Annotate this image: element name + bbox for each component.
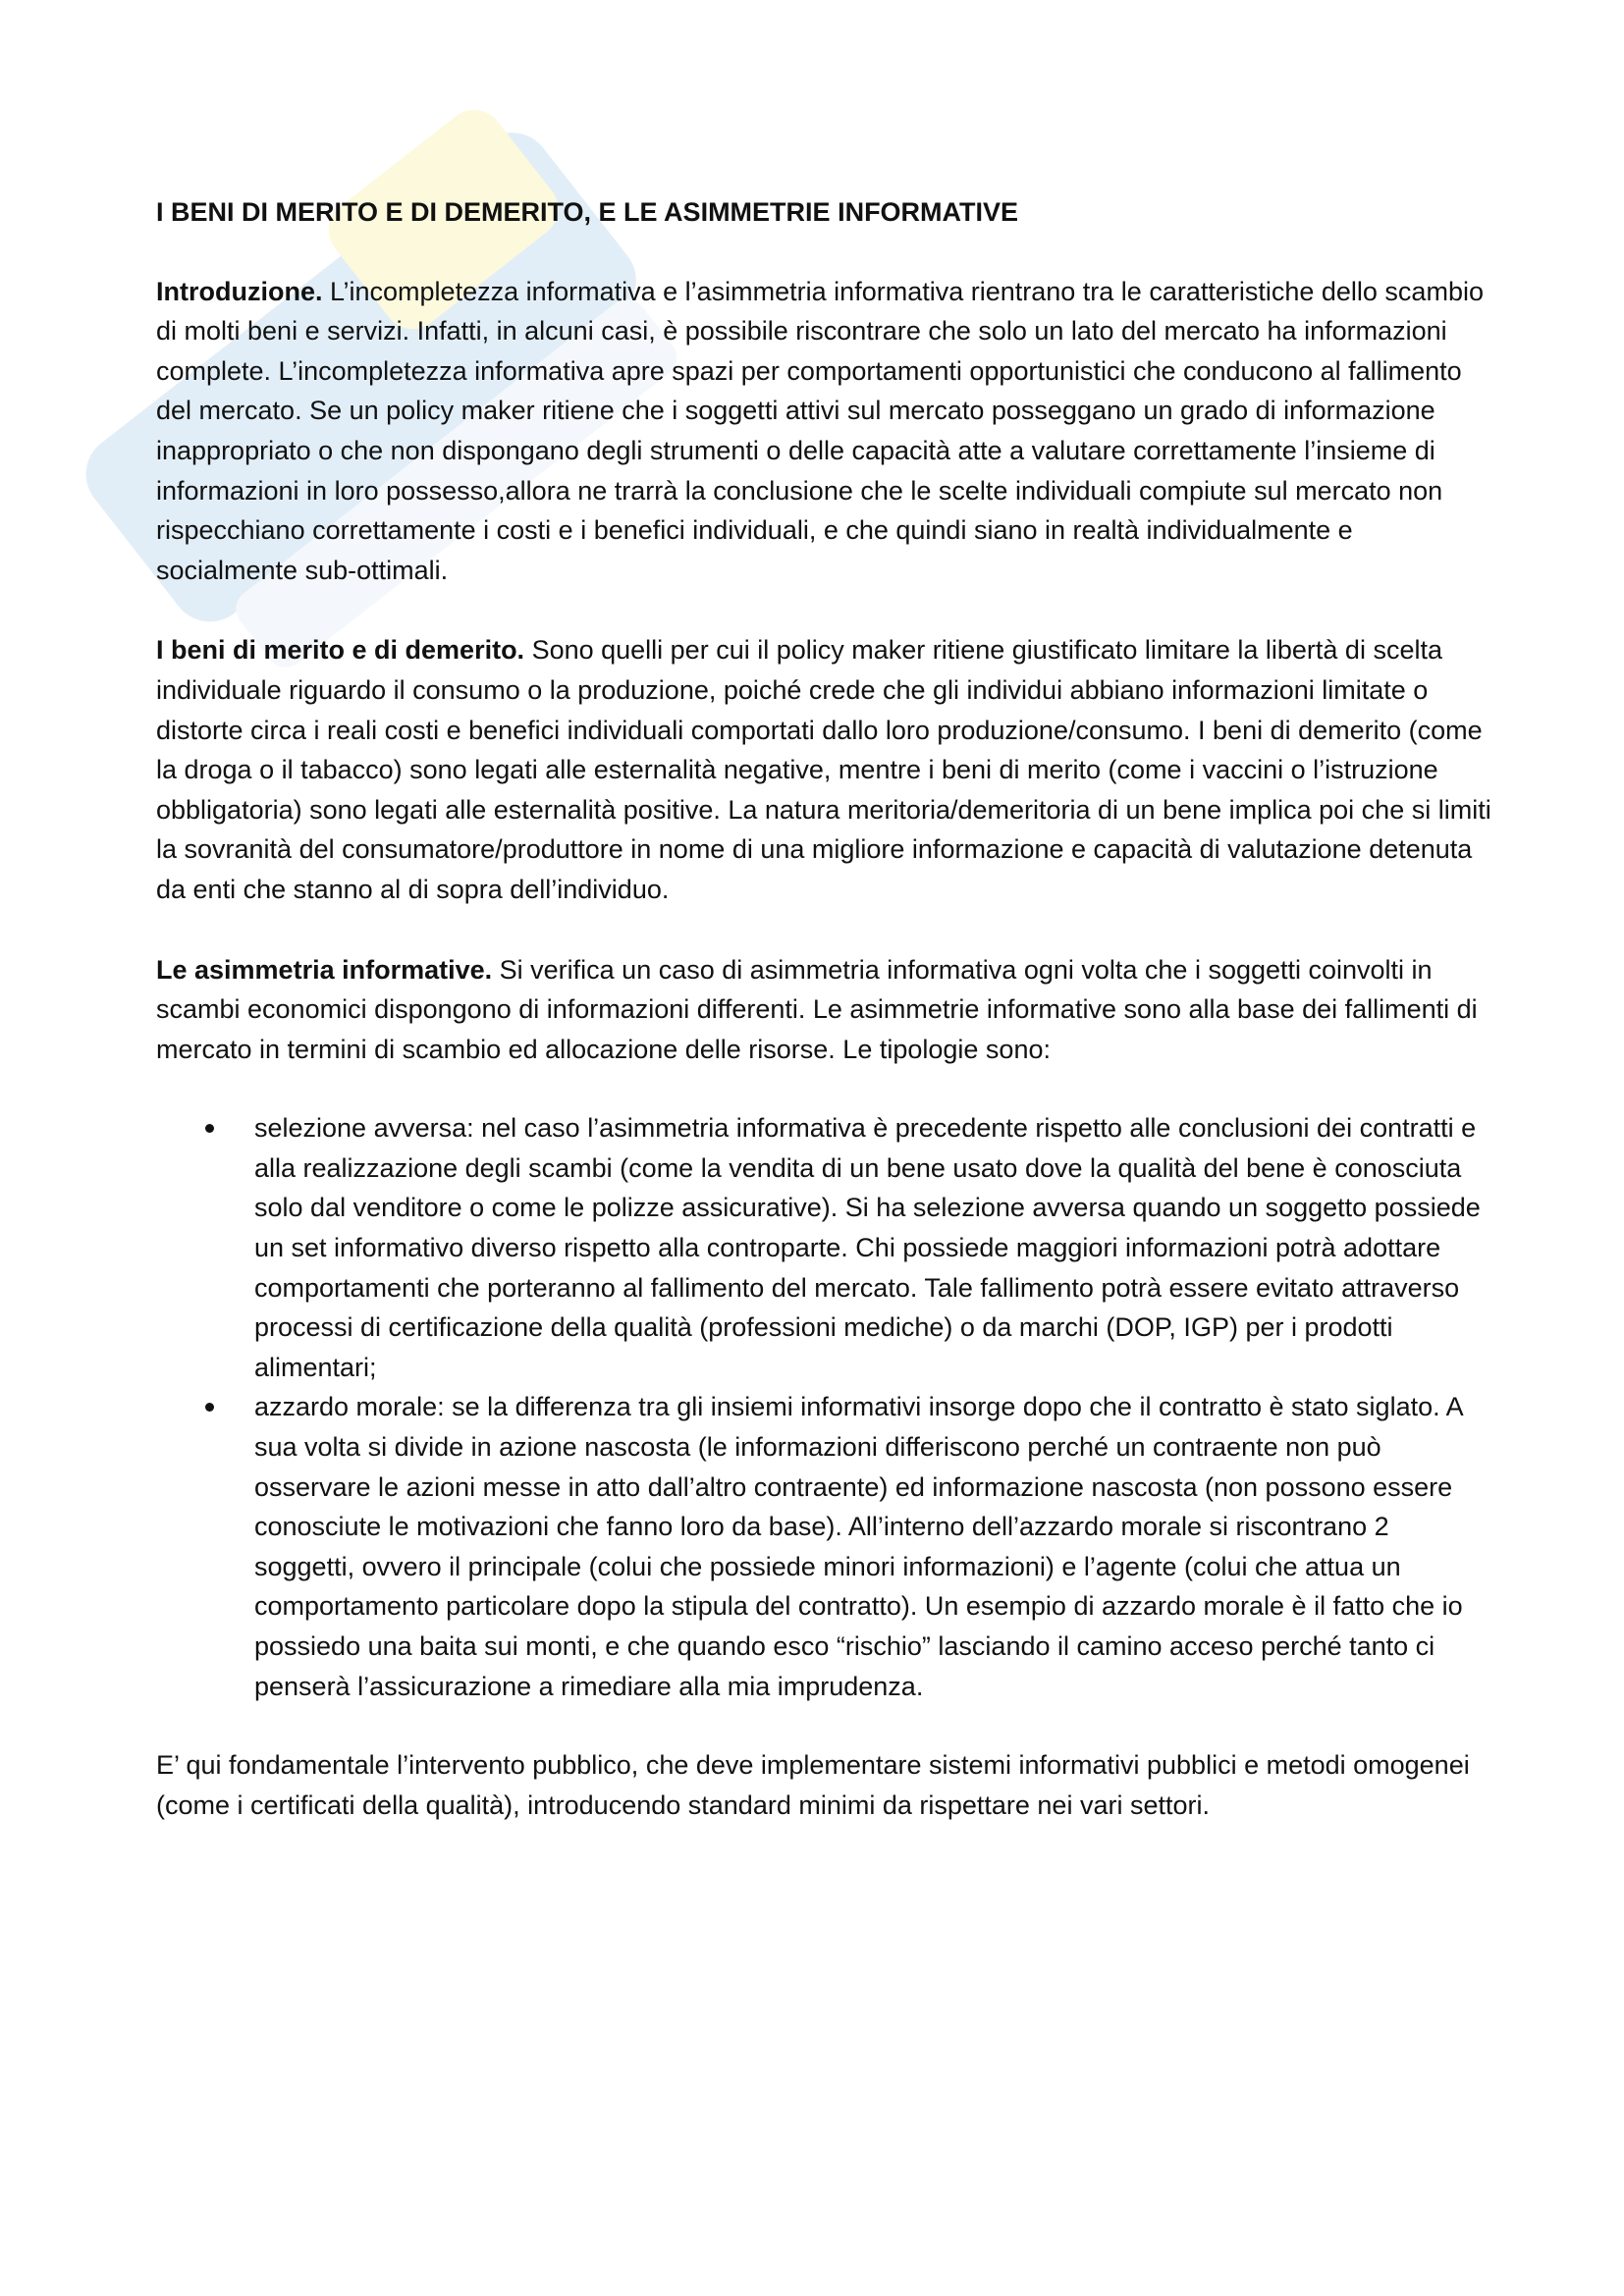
section-introduzione — [156, 272, 1491, 591]
section-heading: Le asimmetria informative. — [156, 954, 493, 985]
list-item-text: azzardo morale: se la differenza tra gli insiemi informativi insorge dopo che il contratto è stato siglato. A sua volta si divide in azione nascosta (le informazioni differiscono perché un contraente non può osservare le azioni messe in atto dall’altro contraente) ed informazione nascosta (non possono essere conosciute le motivazioni che fanno loro da base). All’interno dell’azzardo morale si riscontrano 2 soggetti, ovvero il principale (colui che possiede minori informazioni) e l’agente (colui che attua un comportamento particolare dopo la stipula del contratto). Un esempio di azzardo morale è il fatto che io possiedo una baita sui monti, e che quando esco “rischio” lasciando il camino acceso perché tanto ci penserà l’assicurazione a rimediare alla mia imprudenza. — [254, 1392, 1463, 1701]
list-item — [156, 1108, 1491, 1387]
section-heading: Introduzione. — [156, 276, 323, 306]
document-page — [156, 192, 1491, 1865]
section-body: Sono quelli per cui il policy maker ritiene giustificato limitare la libertà di scelta individuale riguardo il consumo o la produzione, poiché crede che gli individui abbiano informazioni limitate o distorte circa i reali costi e benefici individuali comportati dallo loro produzione/consumo. I beni di demerito (come la droga o il tabacco) sono legati alle esternalità negative, mentre i beni di merito (come i vaccini o l’istruzione obbligatoria) sono legati alle esternalità positive. La natura meritoria/demeritoria di un bene implica poi che si limiti la sovranità del consumatore/produttore in nome di una migliore informazione e capacità di valutazione detenuta da enti che stanno al di sopra dell’individuo. — [156, 635, 1491, 904]
closing-paragraph: E’ qui fondamentale l’intervento pubblico, che deve implementare sistemi informativi pubblici e metodi omogenei (come i certificati della qualità), introducendo standard minimi da rispettare nei vari settori. — [156, 1750, 1470, 1820]
list-item — [156, 1387, 1491, 1706]
section-body: L’incompletezza informativa e l’asimmetria informativa rientrano tra le caratteristiche dello scambio di molti beni e servizi. Infatti, in alcuni casi, è possibile riscontrare che solo un lato del mercato ha informazioni complete. L’incompletezza informativa apre spazi per comportamenti opportunistici che conducono al fallimento del mercato. Se un policy maker ritiene che i soggetti attivi sul mercato posseggano un grado di informazione inappropriato o che non dispongano degli strumenti o delle capacità atte a valutare correttamente l’insieme di informazioni in loro possesso,allora ne trarrà la conclusione che le scelte individuali compiute sul mercato non rispecchiano correttamente i costi e i benefici individuali, e che quindi siano in realtà individualmente e socialmente sub-ottimali. — [156, 276, 1484, 585]
bullet-icon — [205, 1124, 214, 1133]
section-heading: I beni di merito e di demerito. — [156, 635, 525, 666]
document-title: I BENI DI MERITO E DI DEMERITO, E LE ASIMMETRIE INFORMATIVE — [156, 197, 1019, 227]
bullet-icon — [205, 1403, 214, 1412]
section-body: Si verifica un caso di asimmetria informativa ogni volta che i soggetti coinvolti in scambi economici dispongono di informazioni differenti. Le asimmetrie informative sono alla base dei fallimenti di mercato in termini di scambio ed allocazione delle risorse. Le tipologie sono: — [156, 954, 1478, 1064]
section-beni-merito — [156, 630, 1491, 909]
tipologie-list — [156, 1108, 1491, 1706]
list-item-text: selezione avversa: nel caso l’asimmetria informativa è precedente rispetto alle conclusioni dei contratti e alla realizzazione degli scambi (come la vendita di un bene usato dove la qualità del bene è conosciuta solo dal venditore o come le polizze assicurative). Si ha selezione avversa quando un soggetto possiede un set informativo diverso rispetto alla controparte. Chi possiede maggiori informazioni potrà adottare comportamenti che porteranno al fallimento del mercato. Tale fallimento potrà essere evitato attraverso processi di certificazione della qualità (professioni mediche) o da marchi (DOP, IGP) per i prodotti alimentari; — [254, 1113, 1481, 1382]
section-asimmetria — [156, 950, 1491, 1070]
